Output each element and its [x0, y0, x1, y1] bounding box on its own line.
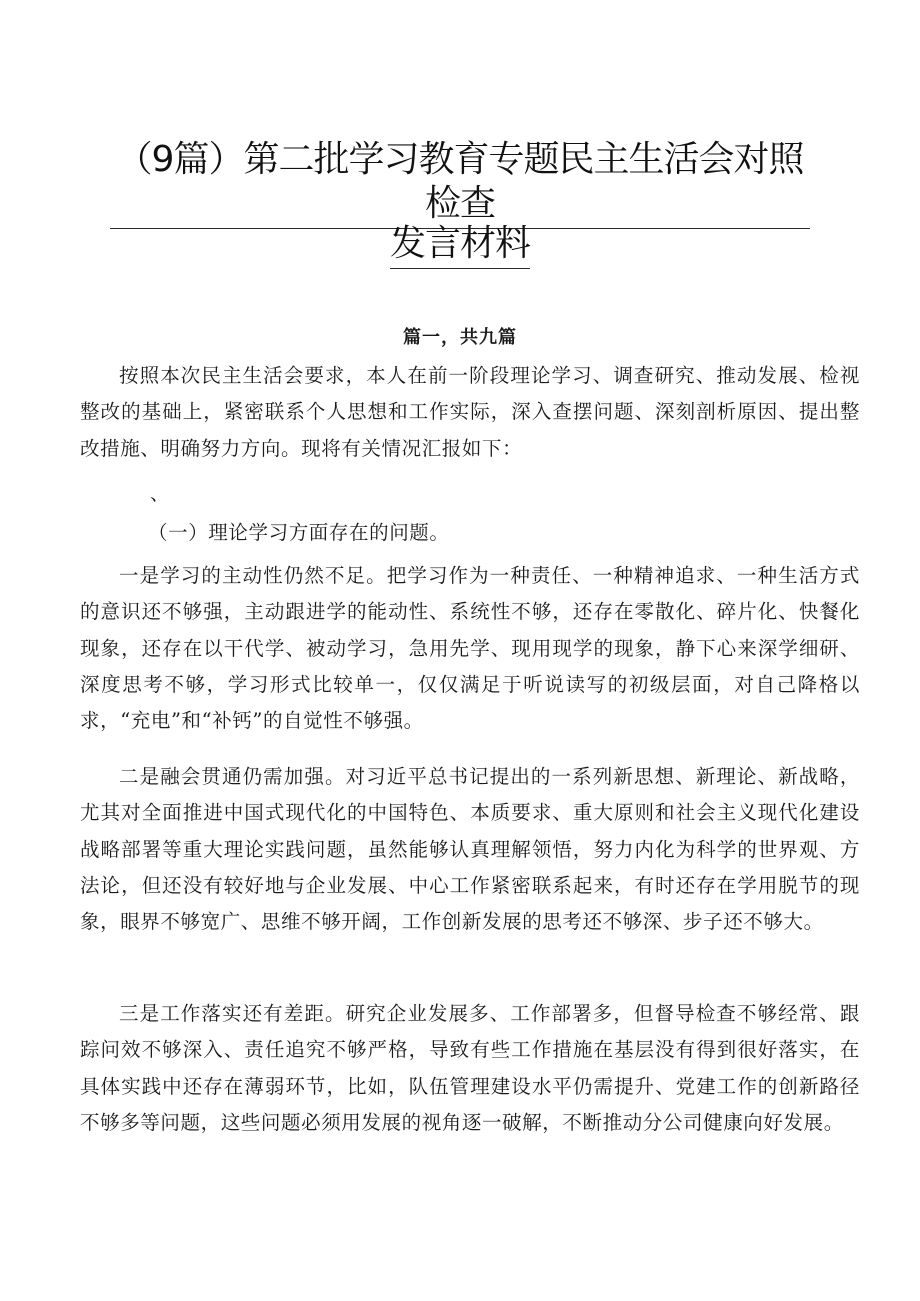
paragraph-3-text: 研究企业发展多、工作部署多，但督导检查不够经常、跟踪问效不够深入、责任追究不够严格，导致有些工作措施在基层没有得到很好落实，在具体实践中还存在薄弱环节，比如，队伍管理建设水平仍需提升、党建工作的创新路径不够多等问题，这些问题必须用发展的视角逐一破解，不断推动分公司健康向好发展。 [80, 1002, 860, 1134]
section-heading: 篇一，共九篇 [403, 327, 517, 348]
document-title-line2 [110, 222, 810, 269]
paragraph-1 [80, 558, 860, 739]
title-text-2: 发言材料 [390, 222, 530, 269]
paragraph-2-text: 对习近平总书记提出的一系列新思想、新理论、新战略，尤其对全面推进中国式现代化的中国特色、本质要求、重大原则和社会主义现代化建设战略部署等重大理论实践问题，虽然能够认真理解领悟，努力内化为科学的世界观、方法论，但还没有较好地与企业发展、中心工作紧密联系起来，有时还存在学用脱节的现象，眼界不够宽广、思维不够开阔，工作创新发展的思考还不够深、步子还不够大。 [80, 765, 860, 934]
punctuation-mark: 、 [150, 483, 170, 505]
title-text-1: （9篇）第二批学习教育专题民主生活会对照检查 [110, 138, 810, 229]
paragraph-2 [80, 759, 860, 940]
intro-paragraph: 按照本次民主生活会要求，本人在前一阶段理论学习、调查研究、推动发展、检视整改的基础上，紧密联系个人思想和工作实际，深入查摆问题、深刻剖析原因、提出整改措施、明确努力方向。现将有关情况汇报如下： [80, 364, 860, 460]
paragraph-1-text: 把学习作为一种责任、一种精神追求、一种生活方式的意识还不够强，主动跟进学的能动性、系统性不够，还存在零散化、碎片化、快餐化现象，还存在以干代学、被动学习，急用先学、现用现学的现象，静下心来深学细研、深度思考不够，学习形式比较单一，仅仅满足于听说读写的初级层面，对自己降格以求，“充电”和“补钙”的自觉性不够强。 [80, 564, 860, 733]
paragraph-1-lead: 一是学习的主动性仍然不足。 [119, 564, 387, 587]
paragraph-3 [80, 996, 860, 1141]
paragraph-2-lead: 二是融会贯通仍需加强。 [119, 765, 346, 788]
paragraph-3-lead: 三是工作落实还有差距。 [119, 1002, 346, 1025]
sub-heading: （一）理论学习方面存在的问题。 [148, 521, 450, 544]
document-title-line1 [110, 138, 810, 229]
